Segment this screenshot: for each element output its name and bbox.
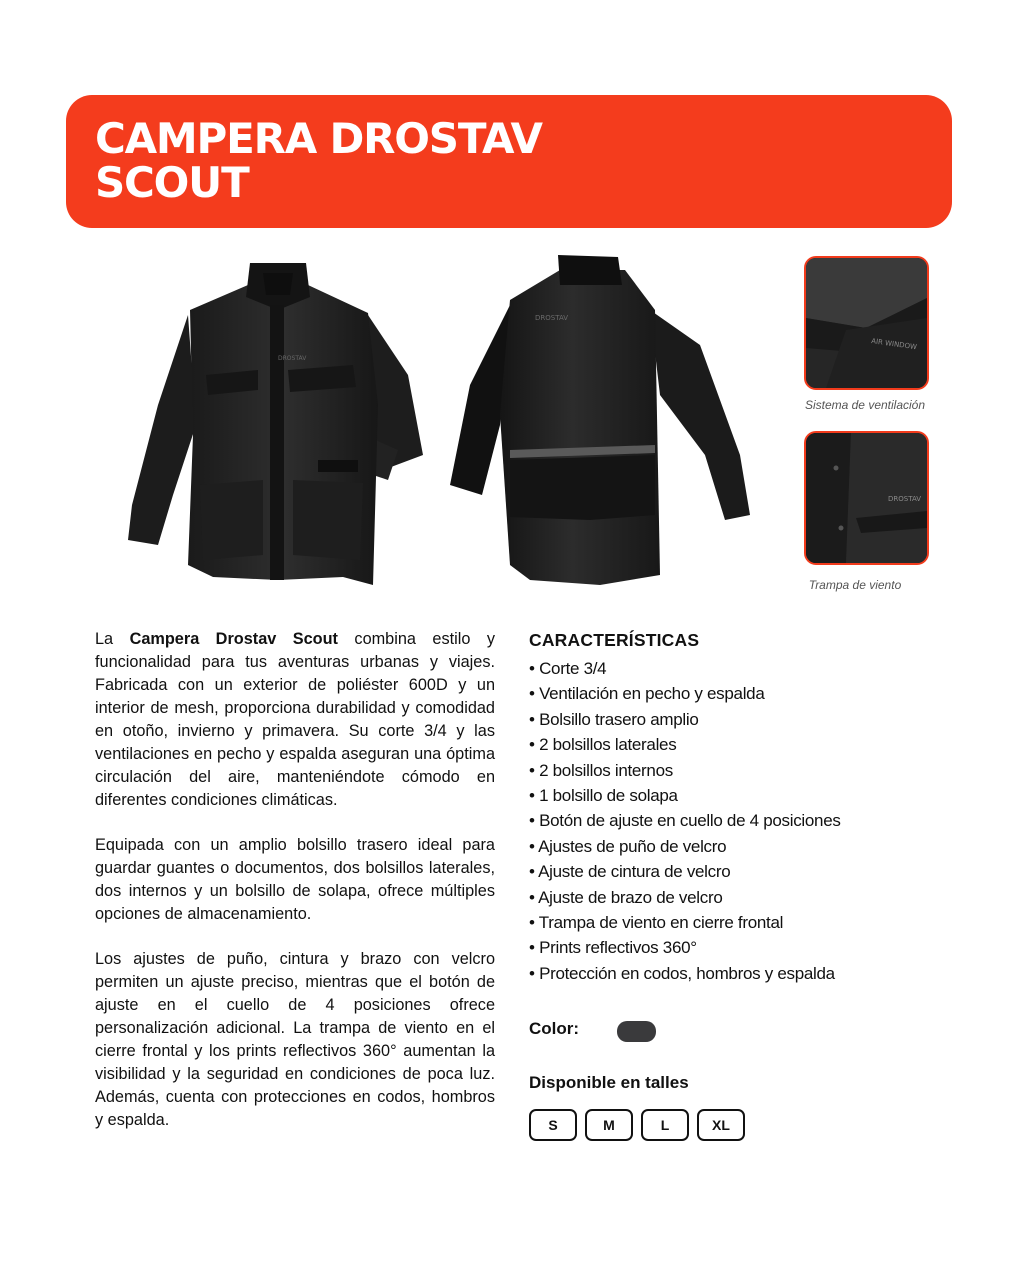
title-line-1: CAMPERA DROSTAV xyxy=(95,114,542,163)
color-label: Color: xyxy=(529,1019,580,1038)
color-swatch-black[interactable] xyxy=(617,1021,656,1042)
features-section xyxy=(529,630,909,986)
jacket-back-image xyxy=(440,255,760,585)
page-title xyxy=(95,114,542,207)
sizes-label: Disponible en talles xyxy=(529,1073,689,1092)
feature-item: • Botón de ajuste en cuello de 4 posiciones xyxy=(529,808,909,833)
feature-item: • Bolsillo trasero amplio xyxy=(529,707,909,732)
description-text: La xyxy=(95,630,130,648)
size-button-s[interactable]: S xyxy=(529,1109,577,1141)
title-line-2: SCOUT xyxy=(95,158,249,207)
product-name-bold: Campera Drostav Scout xyxy=(129,630,338,648)
feature-item: • 1 bolsillo de solapa xyxy=(529,783,909,808)
thumbnail-ventilation[interactable] xyxy=(804,256,929,390)
size-button-m[interactable]: M xyxy=(585,1109,633,1141)
feature-item: • Corte 3/4 xyxy=(529,656,909,681)
feature-item: • Ajuste de cintura de velcro xyxy=(529,859,909,884)
description-paragraph-3: Los ajustes de puño, cintura y brazo con velcro permiten un ajuste preciso, mientras que el botón de ajuste en el cuello de 4 posiciones ofrece personalización adicional. La trampa de viento en el cierre frontal y los prints reflectivos 360° aumentan la visibilidad y la seguridad en condiciones de poca luz. Además, cuenta con protecciones en codos, hombros y espalda. xyxy=(95,950,495,1129)
feature-item: • 2 bolsillos internos xyxy=(529,758,909,783)
features-list xyxy=(529,656,909,986)
description-paragraph-2: Equipada con un amplio bolsillo trasero ideal para guardar guantes o documentos, dos bolsillos laterales, dos internos y un bolsillo de solapa, ofrece múltiples opciones de almacenamiento. xyxy=(95,836,495,923)
ventilation-detail-image xyxy=(806,258,927,388)
feature-item: • Ajustes de puño de velcro xyxy=(529,834,909,859)
feature-item: • 2 bolsillos laterales xyxy=(529,732,909,757)
features-heading: CARACTERÍSTICAS xyxy=(529,630,700,650)
thumbnail-caption-ventilation: Sistema de ventilación xyxy=(804,398,926,412)
feature-item: • Trampa de viento en cierre frontal xyxy=(529,910,909,935)
jacket-front-brand: DROSTAV xyxy=(278,355,307,362)
feature-item: • Ventilación en pecho y espalda xyxy=(529,681,909,706)
feature-item: • Ajuste de brazo de velcro xyxy=(529,885,909,910)
feature-item: • Protección en codos, hombros y espalda xyxy=(529,961,909,986)
size-button-xl[interactable]: XL xyxy=(697,1109,745,1141)
description-text: combina estilo y funcionalidad para tus aventuras urbanas y viajes. Fabricada con un exterior de poliéster 600D y un interior de mesh, proporciona durabilidad y comodidad en otoño, invierno y primavera. Su corte 3/4 y las ventilaciones en pecho y espalda aseguran una óptima circulación del aire, manteniéndote cómodo en diferentes condiciones climáticas. xyxy=(95,630,495,809)
jacket-back-brand: DROSTAV xyxy=(535,314,569,322)
size-options xyxy=(529,1109,745,1141)
thumbnail-wind-flap[interactable] xyxy=(804,431,929,565)
title-banner xyxy=(66,95,952,228)
size-button-l[interactable]: L xyxy=(641,1109,689,1141)
thumbnail-caption-wind-flap: Trampa de viento xyxy=(808,578,902,592)
description-paragraph-1 xyxy=(95,628,495,812)
ventilation-detail-text: AIR WINDOW xyxy=(870,337,918,352)
wind-flap-detail-brand: DROSTAV xyxy=(888,495,922,503)
wind-flap-detail-image xyxy=(806,433,927,563)
jacket-front-image xyxy=(118,255,436,585)
feature-item: • Prints reflectivos 360° xyxy=(529,935,909,960)
